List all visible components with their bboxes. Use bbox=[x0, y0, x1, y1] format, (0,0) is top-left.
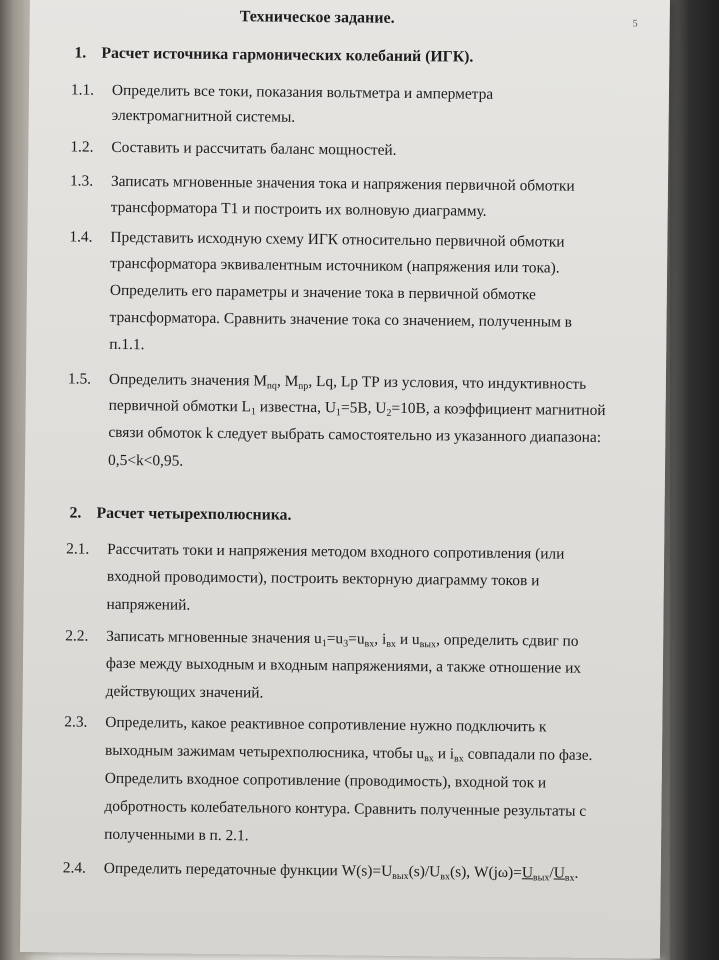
item-line: трансформатора эквивалентным источником (напряжения или тока). bbox=[110, 254, 560, 277]
item-line: выходным зажимам четырехполюсника, чтобы $u_{вх}$ и $i_{вх}$ совпадали по фазе. bbox=[104, 741, 593, 765]
item-number: 1.2. bbox=[70, 138, 94, 156]
section-2-number: 2. bbox=[69, 504, 82, 522]
item-line: Рассчитать токи и напряжения методом входного сопротивления (или bbox=[107, 540, 565, 563]
item-line: Составить и рассчитать баланс мощностей. bbox=[111, 138, 397, 159]
item-line: Записать мгновенные значения $u_1=u_3=u_{вх}$, $i_{вх}$ и $u_{вых}$, определить сдвиг по bbox=[106, 627, 579, 651]
item-line: п.1.1. bbox=[109, 335, 145, 354]
item-line: Определить, какое реактивное сопротивление нужно подключить к bbox=[105, 713, 547, 736]
item-line: фазе между выходным и входным напряжениями, а также отношение их bbox=[105, 654, 582, 677]
item-line: Определить его параметры и значение тока в первичной обмотке bbox=[109, 281, 536, 304]
item-line: Записать мгновенные значения тока и напряжения первичной обмотки bbox=[110, 172, 575, 195]
item-line: Определить значения $M_{nq}$, $M_{np}$, Lq, Lp ТР из условия, что индуктивность bbox=[108, 370, 587, 393]
item-line: входной проводимости), построить векторную диаграмму токов и bbox=[106, 567, 540, 590]
section-1-heading: Расчет источника гармонических колебаний (ИГК). bbox=[101, 44, 474, 66]
item-line: Определить передаточные функции $W(s)=U_{вых}(s)/U_{вх}(s)$, $W(j\omega)=U_{вых}/U_{вх}$. bbox=[103, 859, 579, 884]
page-number: 5 bbox=[632, 18, 638, 30]
item-number: 2.1. bbox=[66, 540, 90, 558]
item-line: полученными в п. 2.1. bbox=[104, 825, 249, 845]
item-number: 2.4. bbox=[62, 859, 87, 877]
item-number: 2.2. bbox=[65, 627, 89, 645]
item-line: связи обмоток k следует выбрать самостоятельно из указанного диапазона: bbox=[108, 423, 602, 447]
item-line: действующих значений. bbox=[105, 682, 264, 702]
item-number: 1.4. bbox=[69, 228, 93, 246]
item-line: Определить входное сопротивление (проводимость), входной ток и bbox=[104, 769, 547, 792]
item-line: первичной обмотки $L_1$ известна, $U_1=5В$, $U_2=10В$, а коэффициент магнитной bbox=[108, 396, 606, 420]
item-line: 0,5<k<0,95. bbox=[108, 451, 184, 470]
item-line: электромагнитной системы. bbox=[111, 106, 296, 126]
section-2-heading: Расчет четырехполюсника. bbox=[96, 504, 292, 524]
item-number: 1.3. bbox=[69, 172, 94, 190]
item-line: добротность колебательного контура. Сравнить полученные результаты с bbox=[104, 797, 587, 820]
item-number: 1.1. bbox=[70, 81, 95, 99]
item-number: 2.3. bbox=[64, 713, 88, 731]
item-line: трансформатора. Сравнить значение тока со значением, полученным в bbox=[109, 308, 573, 331]
item-line: трансформатора Т1 и построить их волновую диаграмму. bbox=[110, 198, 487, 220]
document-page bbox=[20, 0, 670, 959]
item-line: Определить все токи, показания вольтметра и амперметра bbox=[111, 81, 494, 103]
document-title: Техническое задание. bbox=[239, 8, 395, 27]
dark-background-edge bbox=[670, 0, 719, 960]
item-number: 1.5. bbox=[67, 370, 92, 388]
section-1-number: 1. bbox=[74, 44, 87, 62]
item-line: Представить исходную схему ИГК относительно первичной обмотки bbox=[110, 228, 565, 251]
item-line: напряжений. bbox=[106, 595, 191, 614]
